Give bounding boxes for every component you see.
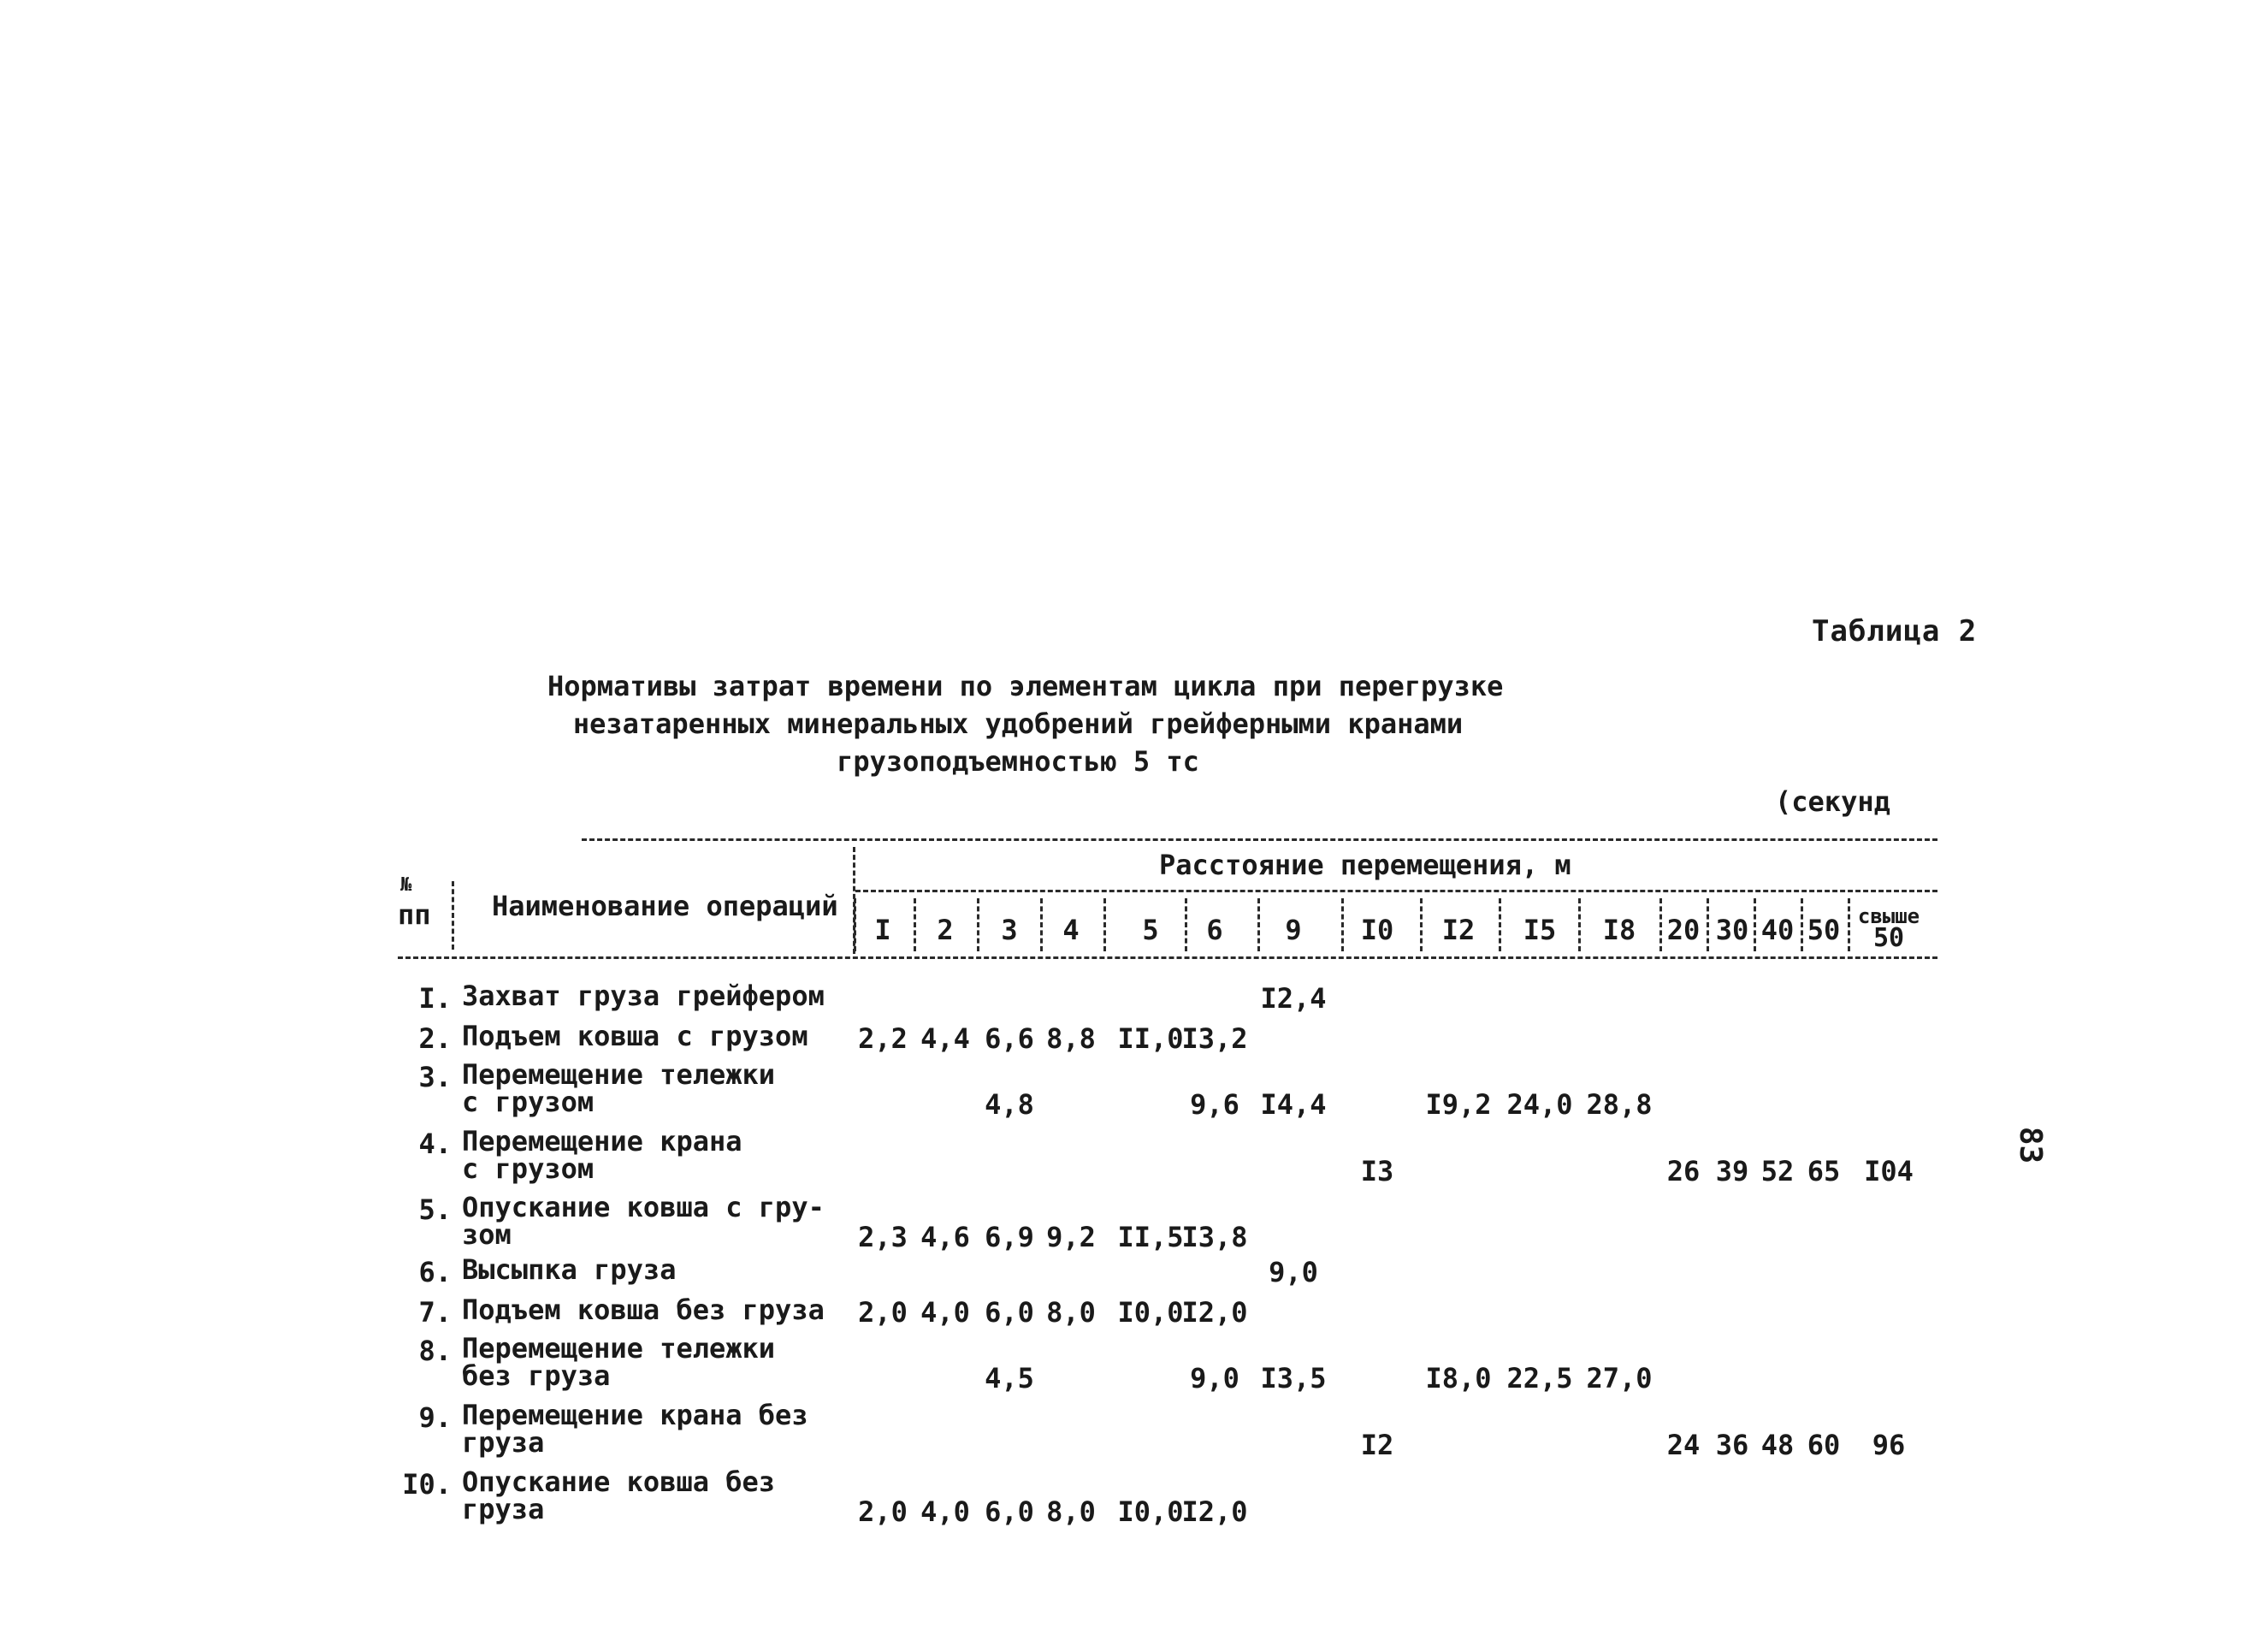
column-header: I0 <box>1360 914 1394 946</box>
operation-name: Подъем ковша с грузом <box>462 1020 808 1052</box>
operation-name: Перемещение тележки с грузом <box>462 1058 776 1118</box>
table-cell: I2 <box>1360 1429 1394 1461</box>
row-number: 9. <box>418 1401 452 1434</box>
table-cell: 4,4 <box>920 1022 970 1055</box>
column-divider <box>1341 898 1344 951</box>
operation-name: Перемещение тележки без груза <box>462 1332 776 1392</box>
table-cell: I04 <box>1864 1155 1914 1187</box>
column-header: I2 <box>1441 914 1476 946</box>
table-cell: 24,0 <box>1506 1088 1573 1121</box>
column-divider <box>1185 898 1187 951</box>
table-cell: 8,8 <box>1046 1022 1096 1055</box>
operation-name: Перемещение крана без груза <box>462 1399 808 1459</box>
column-header <box>1855 904 1923 953</box>
table-cell: 4,8 <box>985 1088 1034 1121</box>
table-cell: 4,6 <box>920 1221 970 1253</box>
column-header: I <box>874 914 891 946</box>
row-number: 8. <box>418 1335 452 1367</box>
column-header: 9 <box>1285 914 1302 946</box>
row-number: I0. <box>402 1468 452 1501</box>
distance-group-rule <box>855 890 1937 892</box>
table-cell: 2,0 <box>858 1296 908 1329</box>
row-number: 5. <box>418 1193 452 1226</box>
table-cell: I2,0 <box>1181 1495 1248 1528</box>
table-cell: 4,5 <box>985 1362 1034 1394</box>
operation-name: Опускание ковша без груза <box>462 1465 776 1525</box>
table-cell: 6,0 <box>985 1495 1034 1528</box>
table-cell: I3,2 <box>1181 1022 1248 1055</box>
table-cell: 96 <box>1872 1429 1906 1461</box>
table-cell: 2,0 <box>858 1495 908 1528</box>
column-divider <box>914 898 916 951</box>
table-cell: 48 <box>1760 1429 1795 1461</box>
table-cell: 8,0 <box>1046 1296 1096 1329</box>
column-header: I8 <box>1602 914 1636 946</box>
column-divider <box>977 898 979 951</box>
title-line-2: незатаренных минеральных удобрений грейферными кранами <box>572 708 1464 740</box>
table-cell: 60 <box>1807 1429 1841 1461</box>
column-header: 4 <box>1062 914 1080 946</box>
title-line-1: Нормативы затрат времени по элементам цикла при перегрузке <box>547 670 1504 702</box>
num-col-divider <box>452 881 454 950</box>
operation-name: Захват груза грейфером <box>462 980 825 1012</box>
table-cell: I4,4 <box>1260 1088 1327 1121</box>
table-cell: 27,0 <box>1586 1362 1653 1394</box>
column-header: 20 <box>1666 914 1701 946</box>
column-divider <box>1103 898 1106 951</box>
column-header-top: свыше <box>1857 904 1920 928</box>
row-number: I. <box>418 982 452 1015</box>
table-cell: 2,3 <box>858 1221 908 1253</box>
table-cell: I3 <box>1360 1155 1394 1187</box>
operation-name: Опускание ковша с гру- зом <box>462 1191 825 1251</box>
table-cell: 36 <box>1715 1429 1749 1461</box>
column-divider <box>1040 898 1043 951</box>
column-divider <box>1578 898 1581 951</box>
table-cell: 9,0 <box>1190 1362 1239 1394</box>
num-col-header-bottom: пп <box>398 898 431 931</box>
table-cell: I0,0 <box>1117 1296 1184 1329</box>
title-line-3: грузоподъемностью 5 тс <box>837 745 1199 778</box>
table-cell: 2,2 <box>858 1022 908 1055</box>
table-cell: I8,0 <box>1425 1362 1492 1394</box>
table-cell: 52 <box>1760 1155 1795 1187</box>
table-cell: 6,0 <box>985 1296 1034 1329</box>
operation-name: Подъем ковша без груза <box>462 1294 825 1326</box>
table-cell: I2,0 <box>1181 1296 1248 1329</box>
table-cell: 6,6 <box>985 1022 1034 1055</box>
table-cell: 65 <box>1807 1155 1841 1187</box>
table-cell: 6,9 <box>985 1221 1034 1253</box>
name-col-header: Наименование операций <box>492 890 838 922</box>
row-number: 3. <box>418 1061 452 1093</box>
column-divider <box>854 898 856 951</box>
table-cell: 9,2 <box>1046 1221 1096 1253</box>
header-bottom-rule <box>398 956 1937 959</box>
row-number: 6. <box>418 1256 452 1288</box>
table-cell: I0,0 <box>1117 1495 1184 1528</box>
table-cell: I3,8 <box>1181 1221 1248 1253</box>
column-header-bottom: 50 <box>1872 923 1905 953</box>
column-header: 40 <box>1760 914 1795 946</box>
table-title <box>547 667 1504 780</box>
column-header: 3 <box>1001 914 1018 946</box>
table-cell: II,0 <box>1117 1022 1184 1055</box>
table-cell: 26 <box>1666 1155 1701 1187</box>
table-cell: 9,0 <box>1269 1256 1318 1288</box>
table-cell: 22,5 <box>1506 1362 1573 1394</box>
page-number: 83 <box>2013 1126 2049 1164</box>
column-header: 2 <box>937 914 954 946</box>
table-cell: 24 <box>1666 1429 1701 1461</box>
table-cell: 4,0 <box>920 1296 970 1329</box>
column-header: 5 <box>1142 914 1159 946</box>
table-cell: II,5 <box>1117 1221 1184 1253</box>
table-cell: I3,5 <box>1260 1362 1327 1394</box>
row-number: 2. <box>418 1022 452 1055</box>
column-header: 6 <box>1206 914 1223 946</box>
column-header: 50 <box>1807 914 1841 946</box>
operation-name: Высыпка груза <box>462 1253 677 1286</box>
column-divider <box>1257 898 1260 951</box>
table-cell: 4,0 <box>920 1495 970 1528</box>
num-col-header-top: № <box>400 874 412 896</box>
column-header: I5 <box>1523 914 1557 946</box>
table-cell: 28,8 <box>1586 1088 1653 1121</box>
column-header: 30 <box>1715 914 1749 946</box>
column-divider <box>1499 898 1501 951</box>
column-divider <box>1420 898 1423 951</box>
distance-group-header: Расстояние перемещения, м <box>1159 849 1571 881</box>
row-number: 7. <box>418 1296 452 1329</box>
table-label: Таблица 2 <box>1812 614 1978 648</box>
table-cell: 8,0 <box>1046 1495 1096 1528</box>
row-number: 4. <box>418 1128 452 1160</box>
operation-name: Перемещение крана с грузом <box>462 1125 742 1185</box>
unit-label: (секунд <box>1775 785 1890 818</box>
table-cell: 9,6 <box>1190 1088 1239 1121</box>
table-cell: 39 <box>1715 1155 1749 1187</box>
table-cell: I2,4 <box>1260 982 1327 1015</box>
top-rule <box>582 838 1937 841</box>
table-cell: I9,2 <box>1425 1088 1492 1121</box>
